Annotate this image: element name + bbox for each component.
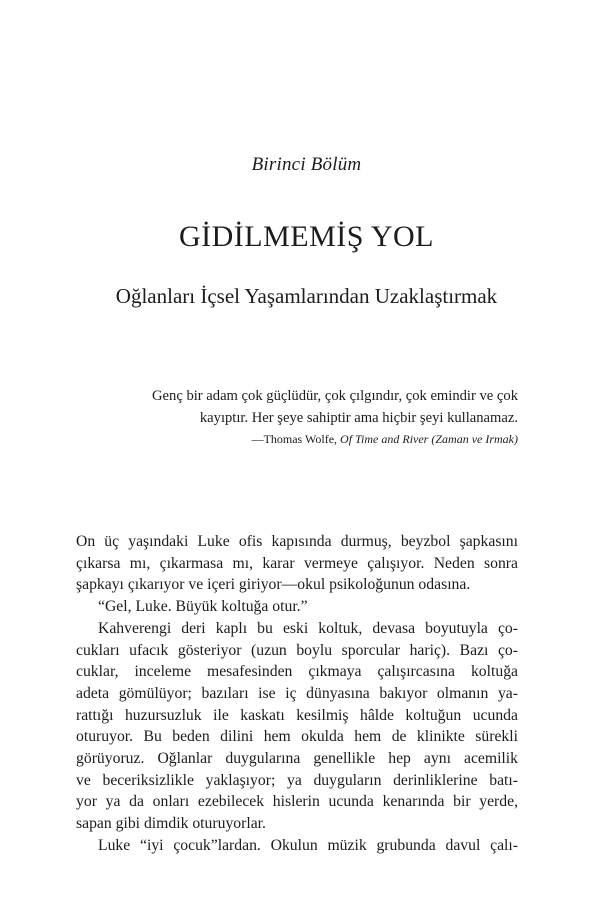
- chapter-title: GİDİLMEMİŞ YOL: [178, 220, 435, 253]
- body-line: adeta gömülüyor; bazıları ise iç dünyasına bakıyor olmanın ya-: [76, 684, 518, 702]
- body-line: şapkayı çıkarıyor ve içeri giriyor—okul psikoloğunun odasına.: [76, 576, 471, 594]
- epigraph-work-title: Of Time and River (Zaman ve Irmak): [340, 432, 518, 446]
- body-line: çıkarsa mı, çıkarmasa mı, karar vermeye çalışıyor. Neden sonra: [76, 554, 518, 572]
- body-line: Luke “iyi çocuk”lardan. Okulun müzik grubunda davul çalı-: [98, 836, 518, 854]
- epigraph-attribution: [100, 429, 518, 449]
- body-line: ve beceriksizlikle yaklaşıyor; ya duyguların derinliklerine batı-: [76, 771, 518, 789]
- body-line: cuklar, inceleme mesafesinden çıkmaya çalışırcasına koltuğa: [76, 663, 518, 681]
- body-line: Kahverengi deri kaplı bu eski koltuk, devasa boyutuyla ço-: [98, 619, 518, 637]
- body-line: On üç yaşındaki Luke ofis kapısında durmuş, beyzbol şapkasını: [76, 533, 518, 550]
- body-line: rattığı huzursuzluk ile kaskatı kesilmiş hâlde koltuğun ucunda: [76, 706, 518, 724]
- epigraph: [100, 385, 518, 449]
- body-line: “Gel, Luke. Büyük koltuğa otur.”: [98, 598, 308, 616]
- body-line: görüyoruz. Oğlanlar duygularına genellikle hep aynı acemilik: [76, 750, 518, 768]
- body-line: oturuyor. Bu beden dilini hem okulda hem de klinikte sürekli: [76, 728, 518, 746]
- body-line: cukları ufacık gösteriyor (uzun boylu sporcular hariç). Bazı ço-: [76, 641, 518, 659]
- chapter-label: Birinci Bölüm: [251, 154, 362, 175]
- chapter-subtitle: Oğlanları İçsel Yaşamlarından Uzaklaştırmak: [115, 284, 498, 308]
- epigraph-line: kayıptır. Her şeye sahiptir ama hiçbir şeyi kullanamaz.: [199, 410, 518, 426]
- body-line: yor ya da onları ezebilecek hislerin ucunda kenarında bir yerde,: [76, 793, 518, 811]
- epigraph-author: —Thomas Wolfe,: [251, 432, 341, 446]
- epigraph-line: Genç bir adam çok güçlüdür, çok çılgındır, çok emindir ve çok: [152, 388, 518, 404]
- body-text: [76, 531, 518, 857]
- body-line: sapan gibi dimdik oturuyorlar.: [76, 815, 266, 833]
